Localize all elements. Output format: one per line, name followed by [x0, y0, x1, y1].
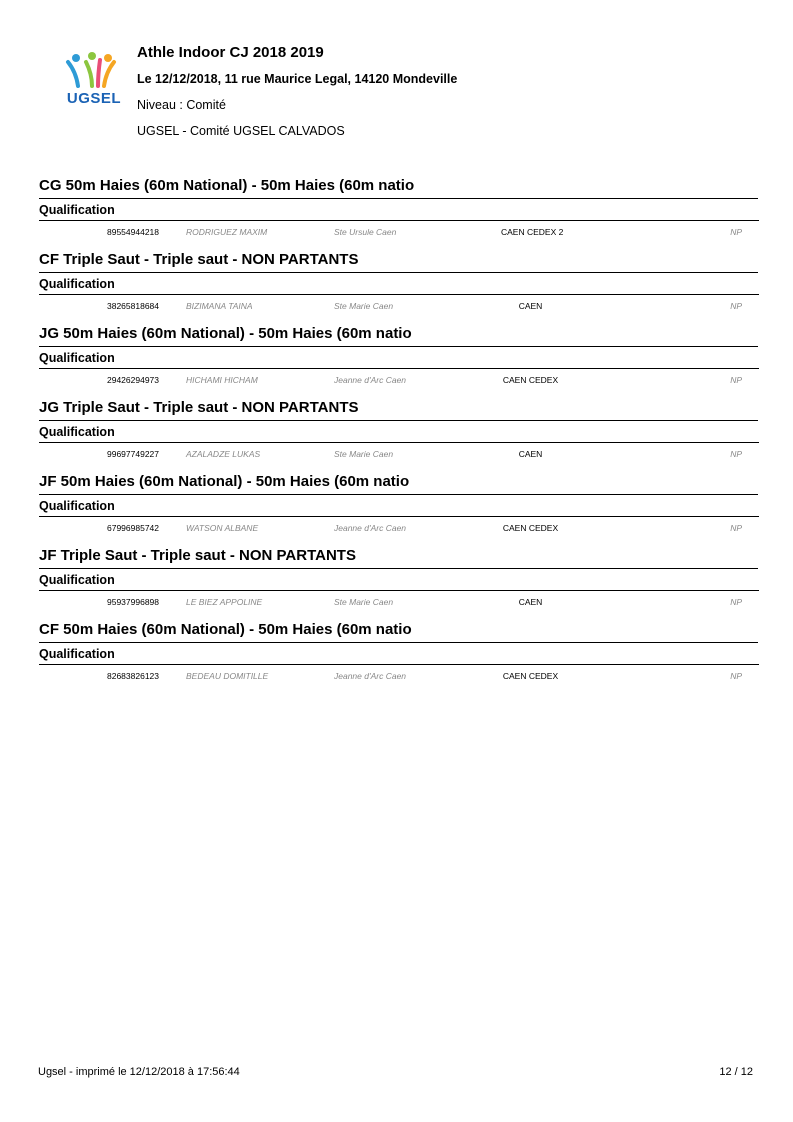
result-row	[38, 665, 759, 687]
round-label: Qualification	[39, 643, 759, 665]
athlete-club: Jeanne d'Arc Caen	[334, 671, 407, 681]
result-row	[38, 221, 759, 243]
round-label: Qualification	[39, 495, 759, 517]
athlete-name: RODRIGUEZ MAXIM	[186, 227, 268, 237]
result-row	[38, 591, 759, 613]
result-row	[38, 443, 759, 465]
level-label: Niveau : Comité	[137, 98, 226, 112]
athlete-result: NP	[730, 449, 742, 459]
event-title: JF 50m Haies (60m National) - 50m Haies (60m natio	[39, 473, 758, 495]
event-section	[38, 466, 759, 540]
athlete-club: Ste Marie Caen	[334, 301, 394, 311]
event-section	[38, 318, 759, 392]
athlete-club: Jeanne d'Arc Caen	[334, 523, 407, 533]
athlete-city: CAEN	[518, 597, 543, 607]
athlete-city: CAEN	[518, 301, 543, 311]
event-section	[38, 170, 759, 244]
athlete-result: NP	[730, 671, 742, 681]
athlete-id: 99697749227	[107, 449, 160, 459]
event-section	[38, 244, 759, 318]
athlete-club: Ste Marie Caen	[334, 597, 394, 607]
athlete-id: 38265818684	[107, 301, 160, 311]
athlete-name: WATSON ALBANE	[186, 523, 259, 533]
athlete-name: LE BIEZ APPOLINE	[186, 597, 263, 607]
result-row	[38, 517, 759, 539]
round-label: Qualification	[39, 273, 759, 295]
round-label: Qualification	[39, 421, 759, 443]
athlete-club: Ste Ursule Caen	[334, 227, 397, 237]
athlete-city: CAEN CEDEX	[502, 671, 559, 681]
date-location: Le 12/12/2018, 11 rue Maurice Legal, 14120 Mondeville	[137, 72, 458, 86]
result-row	[38, 295, 759, 317]
event-section	[38, 614, 759, 688]
athlete-result: NP	[730, 523, 742, 533]
round-label: Qualification	[39, 199, 759, 221]
round-label: Qualification	[39, 569, 759, 591]
athlete-id: 95937996898	[107, 597, 160, 607]
athlete-name: BEDEAU DOMITILLE	[186, 671, 269, 681]
result-row	[38, 369, 759, 391]
athlete-id: 89554944218	[107, 227, 160, 237]
event-title: CG 50m Haies (60m National) - 50m Haies (60m natio	[39, 177, 758, 199]
athlete-city: CAEN CEDEX 2	[501, 227, 564, 237]
athlete-club: Jeanne d'Arc Caen	[334, 375, 407, 385]
organization-label: UGSEL - Comité UGSEL CALVADOS	[137, 124, 345, 138]
athlete-result: NP	[730, 375, 742, 385]
event-section	[38, 540, 759, 614]
event-title: CF 50m Haies (60m National) - 50m Haies (60m natio	[39, 621, 758, 643]
athlete-id: 29426294973	[107, 375, 160, 385]
page-number: 12 / 12	[719, 1066, 753, 1078]
event-title: JF Triple Saut - Triple saut - NON PARTANTS	[39, 547, 758, 569]
athlete-name: BIZIMANA TAINA	[186, 301, 253, 311]
athlete-id: 82683826123	[107, 671, 160, 681]
athlete-city: CAEN	[518, 449, 543, 459]
document-title: Athle Indoor CJ 2018 2019	[137, 44, 324, 61]
athlete-club: Ste Marie Caen	[334, 449, 394, 459]
athlete-id: 67996985742	[107, 523, 160, 533]
print-timestamp: Ugsel - imprimé le 12/12/2018 à 17:56:44	[38, 1066, 240, 1078]
events-list	[38, 170, 759, 688]
athlete-result: NP	[730, 301, 742, 311]
logo-text: UGSEL	[66, 90, 122, 107]
athlete-city: CAEN CEDEX	[502, 375, 559, 385]
event-title: CF Triple Saut - Triple saut - NON PARTANTS	[39, 251, 758, 273]
event-section	[38, 392, 759, 466]
round-label: Qualification	[39, 347, 759, 369]
athlete-name: AZALADZE LUKAS	[186, 449, 261, 459]
event-title: JG Triple Saut - Triple saut - NON PARTANTS	[39, 399, 758, 421]
event-title: JG 50m Haies (60m National) - 50m Haies (60m natio	[39, 325, 758, 347]
logo-figures-icon	[68, 52, 114, 86]
athlete-city: CAEN CEDEX	[502, 523, 559, 533]
athlete-result: NP	[730, 227, 742, 237]
athlete-name: HICHAMI HICHAM	[186, 375, 258, 385]
athlete-result: NP	[730, 597, 742, 607]
